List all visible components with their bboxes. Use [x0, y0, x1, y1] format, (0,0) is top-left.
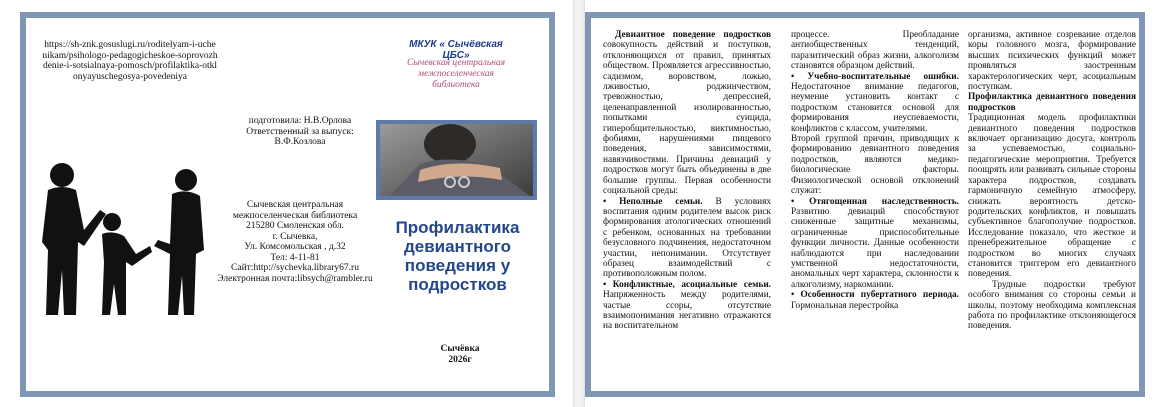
org-subtitle: Сычевская центральная межпоселенческая библиотека: [406, 58, 506, 90]
text-column-3: [968, 30, 1136, 332]
city-year: [420, 344, 500, 365]
text-column-1: [603, 30, 771, 332]
prepared-by: подготовила: Н.В.Орлова: [248, 116, 352, 126]
city: Сычёвка: [440, 344, 480, 354]
address-line: Тел: 4-11-81: [270, 252, 320, 263]
address-line: Электронная почта:libsych@rambler.ru: [217, 273, 373, 284]
inside-page: [585, 0, 1160, 407]
address-line: Сайт:http://sychevka.library67.ru: [231, 263, 359, 273]
paragraph: • Особенности пубертатного периода. Гормональная перестройка: [791, 290, 959, 311]
cover-page: [0, 0, 573, 407]
paragraph: • Отягощенная наследственность. Развитию девиаций способствуют сниженные защитные механизмы, ограниченные приспособительные функции личности. Данные особенности наблюдаются при наследовании умственной недостаточности, аномальных черт характера, склонности к алкоголизму, наркомании.: [791, 196, 959, 290]
credits: [230, 116, 370, 148]
paragraph: Второй группой причин, приводящих к формированию девиантного поведения подростков, являются медико-биологические факторы. Физиологической основой отклонений служат:: [791, 134, 959, 197]
library-address: [200, 200, 390, 284]
paragraph: Девиантное поведение подростков совокупность действий и поступков, отклоняющихся от правил, принятых обществом. Проявляется агрессивностью, садизмом, воровством, ложью, лживостью, роджинчеством, тревожностью, депрессией, целенаправленной изолированностью, попытками суицида, гиперобщительностью, виктимностью, фобиями, нарушениями пищевого поведения, зависимостями, навязчивостями. Причины девиаций у подростков могут быть объединены в две большие группы. Первая особенности социальной среды:: [603, 30, 771, 197]
handcuffed-teen-photo: [376, 120, 537, 200]
year: 2026г: [448, 354, 472, 365]
paragraph: • Неполные семьи. В условиях воспитания одним родителем высок риск формирования атологических отношений с ребенком, основанных на требовании безусловного подчинения, недостаточном участии, непонимании. Отсутствует образец взаимодействий с противоположным полом.: [603, 196, 771, 280]
address-line: Сычевская центральная: [246, 200, 344, 210]
paragraph: Традиционная модель профилактики девиантного поведения подростков включает организацию досуга, контроль за успеваемостью, социально-педагогические мероприятия. Требуется поощрять или развивать сильные стороны характера подростков, создавать гармоничную семейную атмосферу, снижать вероятность детско-родительских конфликтов, и повышать субъективное благополучие подростков. Исследование показало, что жесткое и пренебрежительное обращение с подростком во многих случаях становится триггером его девиантного поведения.: [968, 113, 1136, 280]
brochure-title: Профилактика девиантного поведения у подростков: [395, 218, 520, 294]
family-conflict-silhouette-icon: [40, 150, 210, 320]
paragraph: организма, активное созревание отделов коры головного мозга, формирование высших психических функций может проявляться заостренным характерологических черт, асоциальным поступкам.: [968, 30, 1136, 93]
address-line: г. Сычевка,: [272, 231, 318, 242]
paragraph: • Конфликтные, асоциальные семьи. Напряженность между родителями, частые ссоры, отсутствие взаимопонимания негативно отражаются на воспитательном: [603, 279, 771, 332]
section-heading: Профилактика девиантного поведения подростков: [968, 92, 1136, 113]
org-title: МКУК « Сычёвская ЦБС»: [409, 39, 503, 61]
responsible-label: Ответственный за выпуск:: [246, 126, 354, 137]
text-column-2: [791, 30, 959, 311]
paragraph: Трудные подростки требуют особого внимания со стороны семьи и школы, поэтому необходима комплексная работа по профилактике отклоняющегося поведения.: [968, 279, 1136, 332]
source-url: https://sh-znk.gosuslugi.ru/roditelyam-i-uchenikam/psihologo-pedagogicheskoe-soprovozhdenie-i-sotsialnaya-pomosch/profilaktika-otklonyayuschegosya-povedeniya: [42, 40, 218, 82]
address-line: 215280 Смоленская обл.: [245, 221, 344, 231]
paragraph: процессе. Преобладание антиобщественных тенденций, паразитический образ жизни, алкоголизм становятся образцом действий.: [791, 30, 959, 72]
paragraph: • Учебно-воспитательные ошибки. Недостаточное внимание педагогов, неумение установить контакт с подростком становится основой для формирования неуспеваемости, конфликтов с классом, учителями.: [791, 71, 959, 134]
responsible-name: В.Ф.Козлова: [274, 137, 326, 147]
address-line: межпоселенческая библиотека: [232, 210, 358, 221]
address-line: Ул. Комсомольская , д.32: [244, 242, 346, 252]
photo-image: [380, 124, 533, 196]
